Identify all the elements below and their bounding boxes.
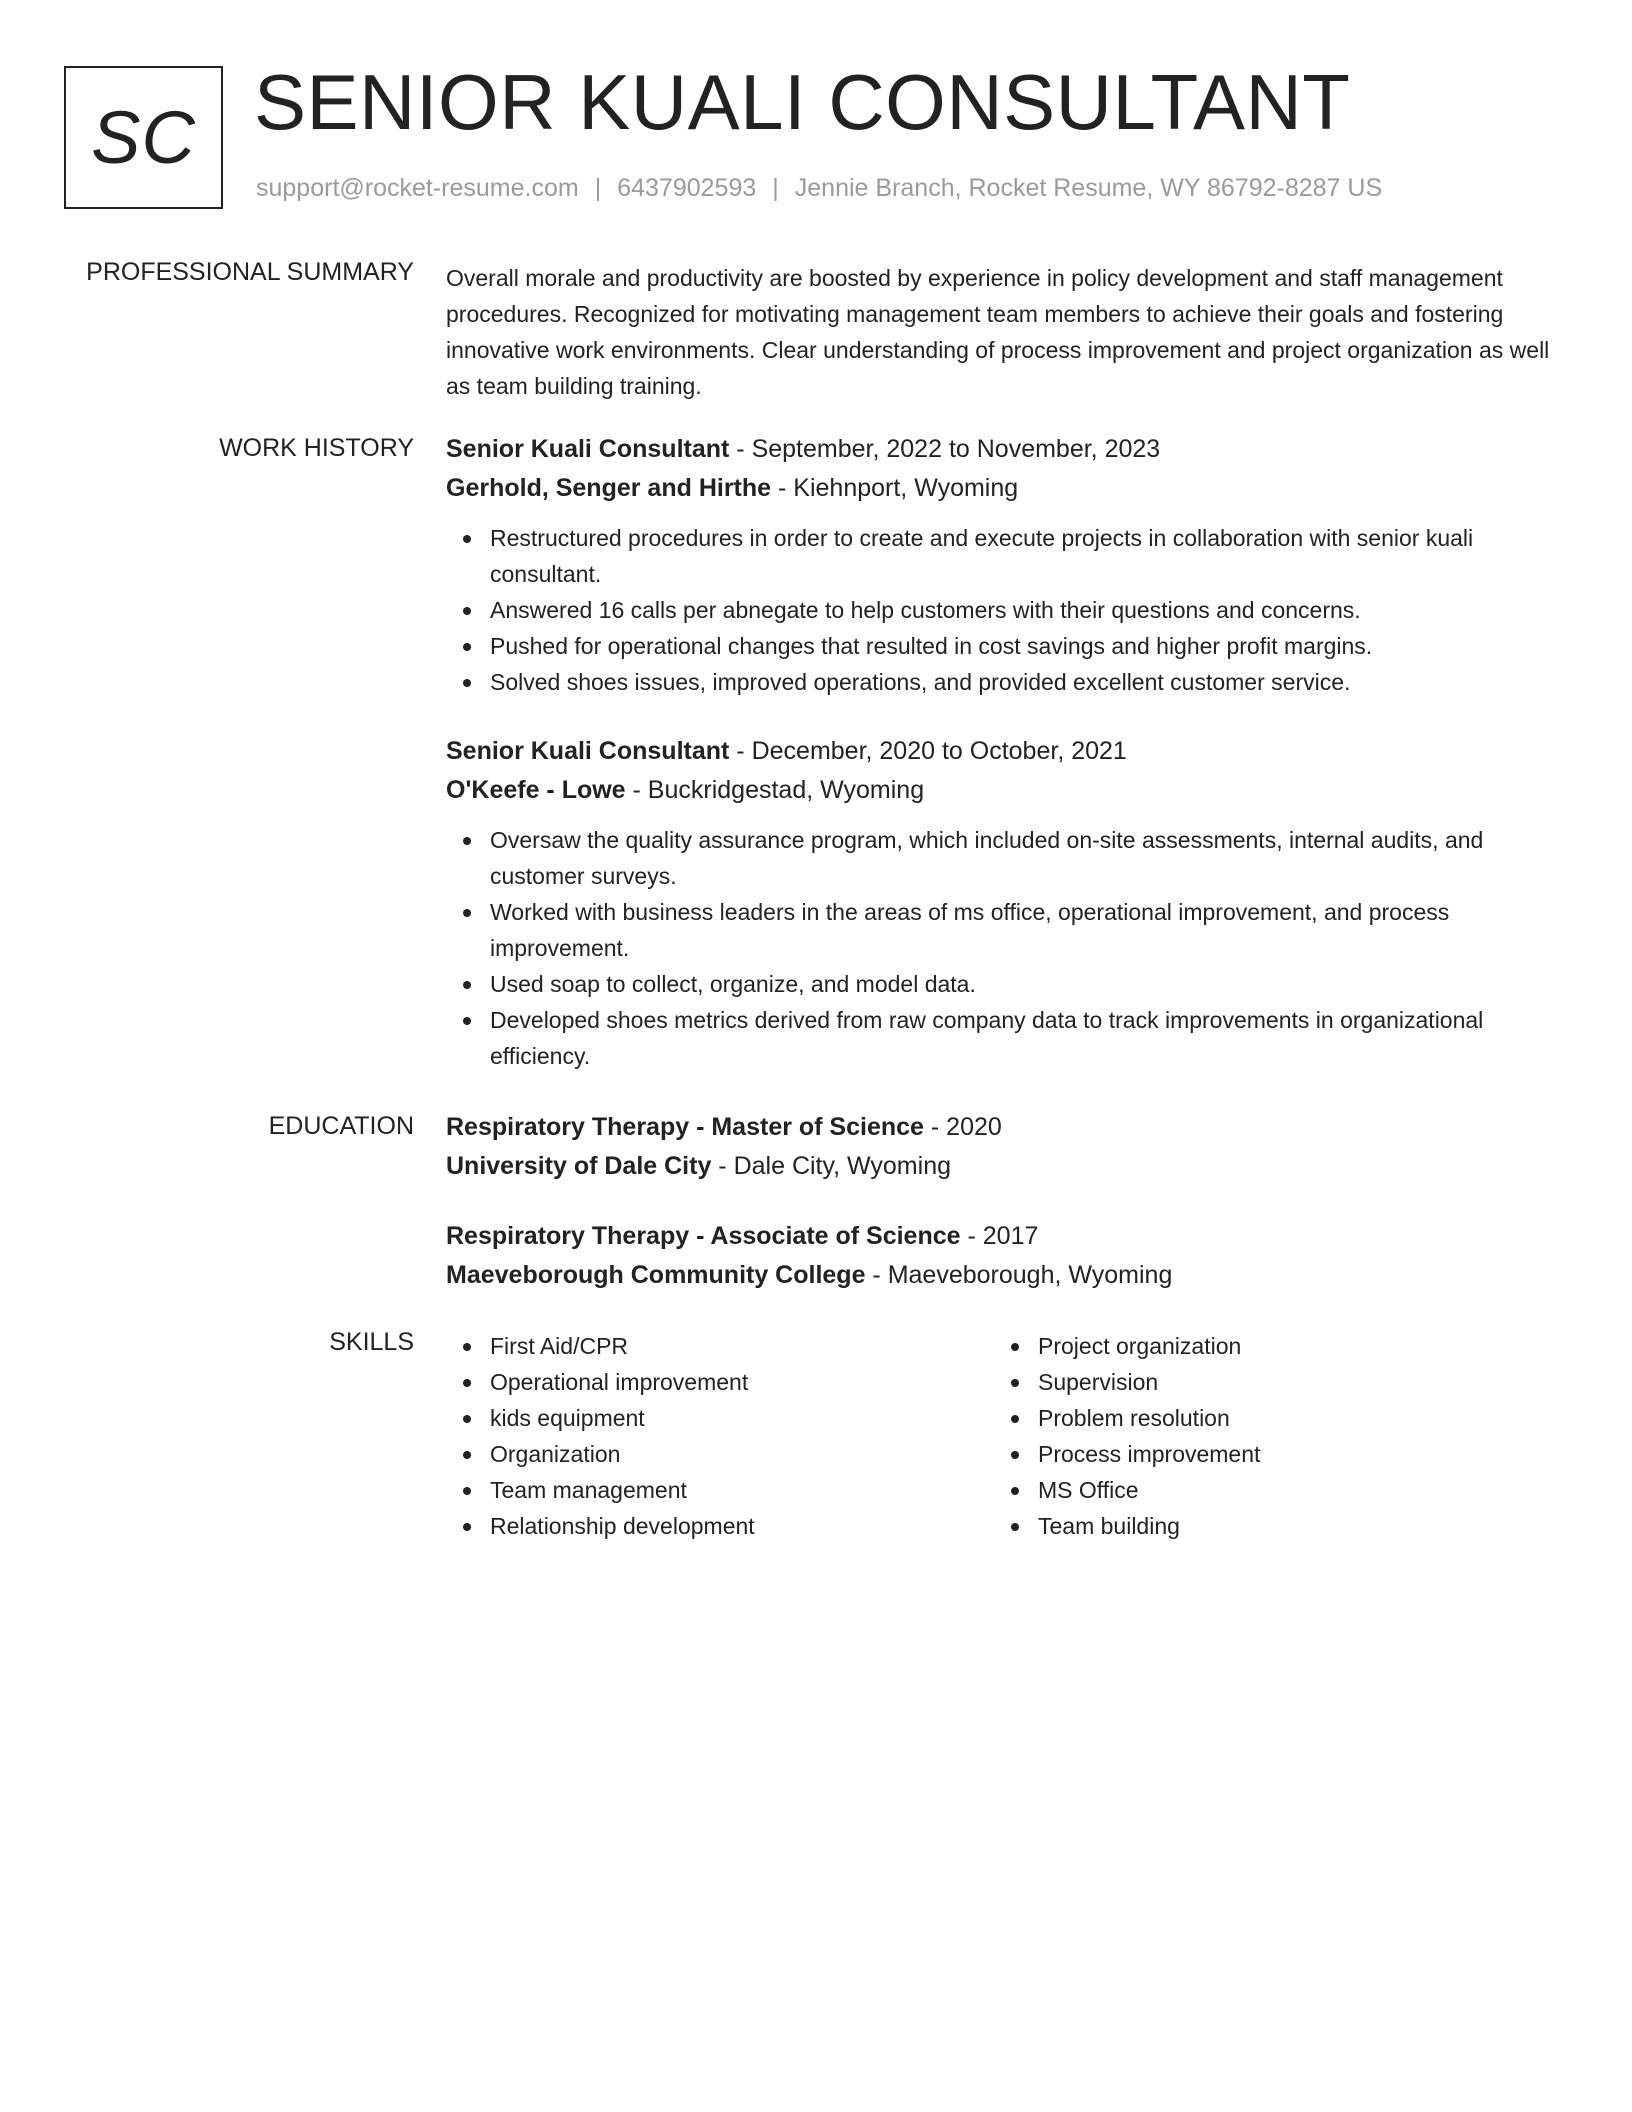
work-history-body — [446, 430, 1564, 1074]
section-label-work-history: WORK HISTORY — [219, 434, 414, 462]
school-line — [446, 1256, 1564, 1295]
skill-item: First Aid/CPR — [446, 1328, 994, 1364]
page-title: SENIOR KUALI CONSULTANT — [254, 58, 1351, 146]
skill-item: Organization — [446, 1436, 994, 1472]
section-label-education: EDUCATION — [268, 1112, 414, 1140]
school-location: - Dale City, Wyoming — [711, 1152, 951, 1180]
skills-list — [446, 1328, 994, 1544]
job-title: Senior Kuali Consultant — [446, 435, 730, 463]
education-entry — [446, 1108, 1564, 1186]
skill-item: Operational improvement — [446, 1364, 994, 1400]
job-company: Gerhold, Senger and Hirthe — [446, 474, 772, 502]
skill-item: Project organization — [994, 1328, 1542, 1364]
skill-item: Process improvement — [994, 1436, 1542, 1472]
contact-separator: | — [594, 174, 602, 202]
skills-column-2 — [994, 1328, 1542, 1544]
job-title-line — [446, 732, 1564, 771]
school: Maeveborough Community College — [446, 1261, 866, 1289]
job-location: - Buckridgestad, Wyoming — [625, 776, 925, 804]
job-bullet: Answered 16 calls per abnegate to help customers with their questions and concerns. — [446, 592, 1564, 628]
job-company-line — [446, 469, 1564, 508]
skill-item: Problem resolution — [994, 1400, 1542, 1436]
skill-item: MS Office — [994, 1472, 1542, 1508]
skill-item: Supervision — [994, 1364, 1542, 1400]
section-label-summary: PROFESSIONAL SUMMARY — [86, 258, 414, 286]
degree: Respiratory Therapy - Master of Science — [446, 1113, 924, 1141]
job-bullet: Developed shoes metrics derived from raw company data to track improvements in organizational efficiency. — [446, 1002, 1564, 1074]
skill-item: Relationship development — [446, 1508, 994, 1544]
monogram-logo: SC — [64, 66, 223, 209]
degree-line — [446, 1217, 1564, 1256]
degree-year: - 2020 — [923, 1113, 1002, 1141]
job-bullet-list — [446, 520, 1564, 700]
degree-year: - 2017 — [960, 1222, 1039, 1250]
job-company: O'Keefe - Lowe — [446, 776, 626, 804]
school-location: - Maeveborough, Wyoming — [865, 1261, 1173, 1289]
school-line — [446, 1147, 1564, 1186]
skill-item: Team management — [446, 1472, 994, 1508]
job-bullet-list — [446, 822, 1564, 1074]
summary-body — [446, 260, 1564, 404]
school: University of Dale City — [446, 1152, 712, 1180]
job-location: - Kiehnport, Wyoming — [771, 474, 1019, 502]
summary-text: Overall morale and productivity are boosted by experience in policy development and staff management procedures. Recognized for motivating management team members to achieve their goals and fostering innovative work environments. Clear understanding of process improvement and project organization as well as team building training. — [446, 265, 1550, 399]
education-entry — [446, 1217, 1564, 1295]
job-bullet: Restructured procedures in order to create and execute projects in collaboration with senior kuali consultant. — [446, 520, 1564, 592]
skills-body — [446, 1328, 1564, 1544]
job-bullet: Solved shoes issues, improved operations, and provided excellent customer service. — [446, 664, 1564, 700]
skills-column-1 — [446, 1328, 994, 1544]
job-company-line — [446, 771, 1564, 810]
contact-email[interactable]: support@rocket-resume.com — [256, 174, 579, 202]
education-body — [446, 1108, 1564, 1295]
job-title: Senior Kuali Consultant — [446, 737, 730, 765]
skill-item: kids equipment — [446, 1400, 994, 1436]
job-entry — [446, 430, 1564, 700]
contact-separator: | — [772, 174, 779, 202]
skills-list — [994, 1328, 1542, 1544]
job-entry — [446, 732, 1564, 1074]
job-bullet: Pushed for operational changes that resulted in cost savings and higher profit margins. — [446, 628, 1564, 664]
contact-line — [256, 174, 1382, 203]
section-label-skills: SKILLS — [329, 1328, 414, 1356]
job-dates: - September, 2022 to November, 2023 — [729, 435, 1161, 463]
job-bullet: Oversaw the quality assurance program, which included on-site assessments, internal audits, and customer surveys. — [446, 822, 1564, 894]
job-dates: - December, 2020 to October, 2021 — [729, 737, 1127, 765]
degree-line — [446, 1108, 1564, 1147]
job-bullet: Worked with business leaders in the areas of ms office, operational improvement, and process improvement. — [446, 894, 1564, 966]
contact-address: Jennie Branch, Rocket Resume, WY 86792-8287 US — [794, 174, 1383, 202]
degree: Respiratory Therapy - Associate of Science — [446, 1222, 961, 1250]
skill-item: Team building — [994, 1508, 1542, 1544]
job-title-line — [446, 430, 1564, 469]
job-bullet: Used soap to collect, organize, and model data. — [446, 966, 1564, 1002]
contact-phone[interactable]: 6437902593 — [617, 174, 757, 202]
